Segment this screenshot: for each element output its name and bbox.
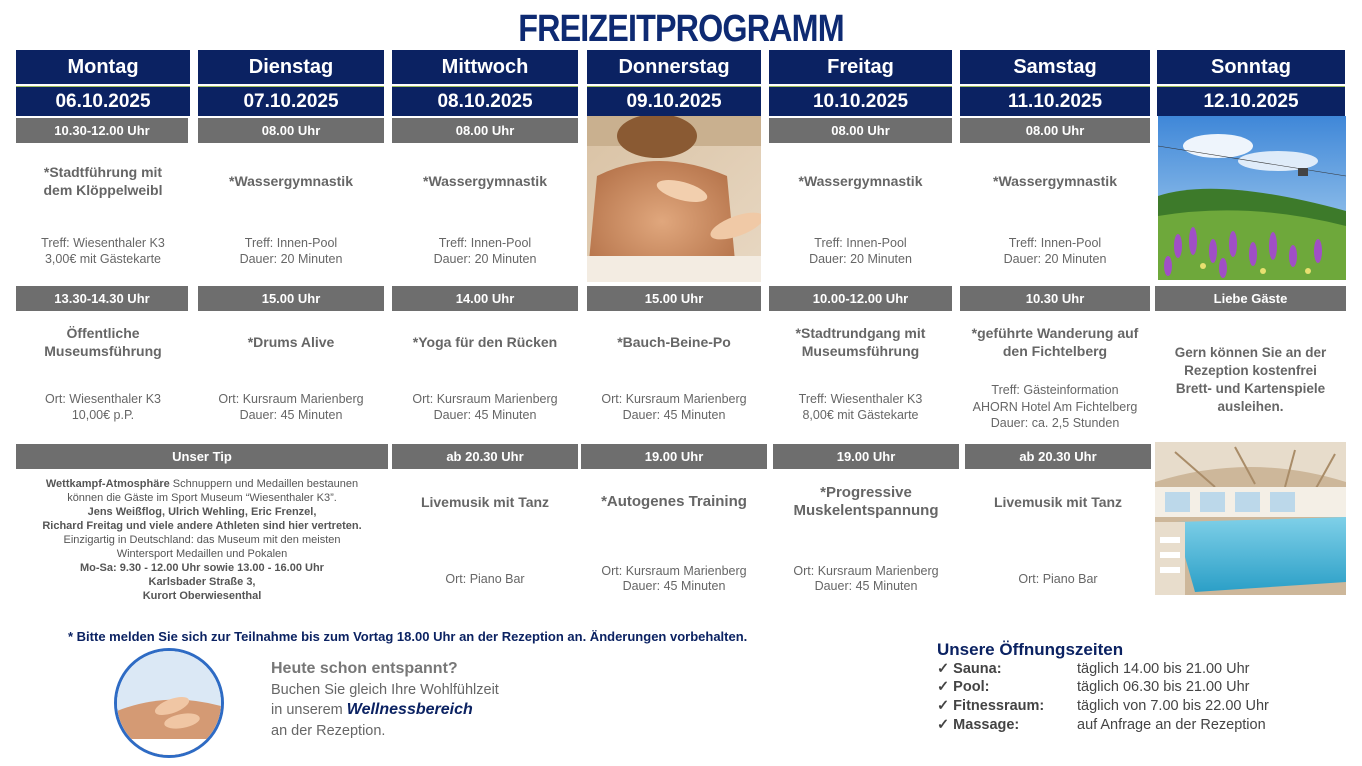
- time-bar: 14.00 Uhr: [392, 286, 578, 311]
- activity-info: Ort: Piano Bar: [1018, 572, 1098, 586]
- event-cell: [587, 312, 761, 437]
- time-bar: ab 20.30 Uhr: [392, 444, 578, 469]
- guest-notice: Gern können Sie an der Rezeption kostenfrei Brett- und Kartenspiele ausleihen.: [1174, 345, 1327, 414]
- day-header-mittwoch: Mittwoch: [392, 50, 578, 84]
- wellness-link: Wellnessbereich: [346, 701, 473, 718]
- activity-title: *Progressive Muskelentspannung: [793, 484, 939, 519]
- activity-info: Dauer: 45 Minuten: [239, 408, 343, 422]
- activity-info: Dauer: 20 Minuten: [433, 252, 537, 266]
- date-freitag: 10.10.2025: [769, 86, 952, 116]
- time-bar: 08.00 Uhr: [198, 118, 384, 143]
- activity-info: Ort: Kursraum Marienberg: [601, 392, 747, 406]
- activity-title: Livemusik mit Tanz: [993, 494, 1123, 510]
- day-header-montag: Montag: [16, 50, 190, 84]
- tip-line: Schnuppern und Medaillen bestaunen: [169, 478, 359, 490]
- wellness-line: an der Rezeption.: [271, 723, 386, 739]
- event-cell: [392, 312, 578, 437]
- activity-info: Dauer: 45 Minuten: [622, 408, 726, 422]
- activity-info: Ort: Kursraum Marienberg: [793, 564, 939, 578]
- activity-info: Dauer: ca. 2,5 Stunden: [990, 416, 1120, 430]
- tip-line: können die Gäste im Sport Museum “Wiesenthaler K3”.: [67, 492, 337, 504]
- event-cell: [198, 145, 384, 285]
- time-bar: 08.00 Uhr: [392, 118, 578, 143]
- activity-info: Treff: Innen-Pool: [814, 236, 907, 250]
- activity-info: Ort: Piano Bar: [445, 572, 525, 586]
- event-cell: [769, 312, 952, 437]
- activity-info: Treff: Innen-Pool: [244, 236, 338, 250]
- opening-value: täglich von 7.00 bis 22.00 Uhr: [1077, 698, 1269, 714]
- activity-info: Ort: Wiesenthaler K3: [44, 392, 161, 406]
- activity-info: Dauer: 45 Minuten: [433, 408, 537, 422]
- tip-header-bar: Unser Tip: [16, 444, 388, 469]
- activity-info: 8,00€ mit Gästekarte: [802, 408, 919, 422]
- page-title: FREIZEITPROGRAMM: [518, 8, 844, 50]
- opening-label: ✓ Pool:: [937, 679, 990, 695]
- date-mittwoch: 08.10.2025: [392, 86, 578, 116]
- activity-title: *Wassergymnastik: [423, 173, 547, 189]
- activity-title: *Stadtrundgang mit Museumsführung: [795, 325, 926, 359]
- time-bar: 15.00 Uhr: [198, 286, 384, 311]
- time-bar: 10.00-12.00 Uhr: [769, 286, 952, 311]
- event-cell: [392, 470, 578, 600]
- date-dienstag: 07.10.2025: [198, 86, 384, 116]
- tip-address: Karlsbader Straße 3,: [148, 576, 256, 588]
- activity-info: Ort: Kursraum Marienberg: [218, 392, 364, 406]
- opening-hours-title: Unsere Öffnungszeiten: [937, 640, 1124, 659]
- massage-photo: [587, 116, 761, 282]
- event-cell: [965, 470, 1151, 600]
- activity-title: *Yoga für den Rücken: [412, 334, 558, 350]
- mountain-meadow-photo: [1158, 116, 1346, 280]
- opening-label: ✓ Fitnessraum:: [937, 698, 1045, 714]
- footnote: * Bitte melden Sie sich zur Teilnahme bis zum Vortag 18.00 Uhr an der Rezeption an. Änderungen vorbehalten.: [68, 629, 748, 644]
- tip-address: Kurort Oberwiesenthal: [142, 590, 262, 602]
- activity-title: *Bauch-Beine-Po: [617, 334, 731, 350]
- time-bar: Liebe Gäste: [1155, 286, 1346, 311]
- time-bar: 08.00 Uhr: [960, 118, 1150, 143]
- notice-cell: [1155, 312, 1346, 437]
- time-bar: ab 20.30 Uhr: [965, 444, 1151, 469]
- activity-info: Ort: Kursraum Marienberg: [601, 564, 747, 578]
- wellness-line: [271, 701, 473, 719]
- activity-title: *geführte Wanderung auf den Fichtelberg: [971, 325, 1139, 359]
- activity-info: Treff: Gästeinformation: [991, 383, 1119, 397]
- activity-title: Livemusik mit Tanz: [420, 494, 550, 510]
- time-bar: 15.00 Uhr: [587, 286, 761, 311]
- opening-value: täglich 14.00 bis 21.00 Uhr: [1077, 661, 1250, 677]
- day-header-dienstag: Dienstag: [198, 50, 384, 84]
- time-bar: 13.30-14.30 Uhr: [16, 286, 188, 311]
- day-header-donnerstag: Donnerstag: [587, 50, 761, 84]
- activity-info: Treff: Innen-Pool: [1008, 236, 1102, 250]
- activity-title: *Autogenes Training: [601, 493, 747, 510]
- activity-title: Öffentliche Museumsführung: [44, 325, 162, 359]
- tip-text: [16, 477, 388, 603]
- wellness-line-part: in unserem: [271, 702, 347, 718]
- activity-title: *Drums Alive: [247, 334, 335, 350]
- activity-info: Dauer: 45 Minuten: [622, 579, 726, 593]
- activity-title: *Wassergymnastik: [993, 173, 1117, 189]
- tip-line: Einzigartig in Deutschland: das Museum mit den meisten: [63, 534, 341, 546]
- date-donnerstag: 09.10.2025: [587, 86, 761, 116]
- activity-title: *Wassergymnastik: [798, 173, 923, 189]
- wellness-massage-photo: [114, 648, 224, 758]
- event-cell: [16, 145, 190, 285]
- time-bar: 08.00 Uhr: [769, 118, 952, 143]
- date-montag: 06.10.2025: [16, 86, 190, 116]
- tip-line: Jens Weißflog, Ulrich Wehling, Eric Frenzel,: [87, 506, 317, 518]
- event-cell: [198, 312, 384, 437]
- day-header-sonntag: Sonntag: [1157, 50, 1345, 84]
- activity-info: 10,00€ p.P.: [71, 408, 135, 422]
- date-sonntag: 12.10.2025: [1157, 86, 1345, 116]
- activity-info: Dauer: 20 Minuten: [1003, 252, 1107, 266]
- activity-info: AHORN Hotel Am Fichtelberg: [972, 400, 1138, 414]
- event-cell: [773, 470, 959, 600]
- activity-title: *Stadtführung mit dem Klöppelweibl: [43, 164, 163, 198]
- opening-value: täglich 06.30 bis 21.00 Uhr: [1077, 679, 1250, 695]
- event-cell: [769, 145, 952, 285]
- event-cell: [581, 470, 767, 600]
- pool-photo: [1155, 442, 1346, 595]
- activity-info: Treff: Wiesenthaler K3: [41, 236, 165, 250]
- event-cell: [960, 145, 1150, 285]
- opening-label: ✓ Massage:: [937, 717, 1020, 733]
- opening-label: ✓ Sauna:: [937, 661, 1002, 677]
- activity-info: Ort: Kursraum Marienberg: [412, 392, 558, 406]
- date-samstag: 11.10.2025: [960, 86, 1150, 116]
- day-header-freitag: Freitag: [769, 50, 952, 84]
- day-header-samstag: Samstag: [960, 50, 1150, 84]
- activity-info: Dauer: 45 Minuten: [814, 579, 918, 593]
- activity-info: Treff: Wiesenthaler K3: [798, 392, 923, 406]
- activity-info: Treff: Innen-Pool: [438, 236, 532, 250]
- activity-title: *Wassergymnastik: [229, 173, 353, 189]
- activity-info: 3,00€ mit Gästekarte: [44, 252, 162, 266]
- time-bar: 19.00 Uhr: [581, 444, 767, 469]
- time-bar: 19.00 Uhr: [773, 444, 959, 469]
- activity-info: Dauer: 20 Minuten: [239, 252, 343, 266]
- opening-value: auf Anfrage an der Rezeption: [1077, 717, 1266, 733]
- event-cell: [16, 312, 190, 437]
- tip-line: Wintersport Medaillen und Pokalen: [116, 548, 288, 560]
- event-cell: [960, 312, 1150, 437]
- tip-hours: Mo-Sa: 9.30 - 12.00 Uhr sowie 13.00 - 16.00 Uhr: [80, 562, 324, 574]
- event-cell: [392, 145, 578, 285]
- time-bar: 10.30-12.00 Uhr: [16, 118, 188, 143]
- tip-highlight: Wettkampf-Atmosphäre: [45, 478, 170, 490]
- wellness-line: Buchen Sie gleich Ihre Wohlfühlzeit: [271, 682, 499, 698]
- tip-line: Richard Freitag und viele andere Athleten sind hier vertreten.: [42, 520, 362, 532]
- time-bar: 10.30 Uhr: [960, 286, 1150, 311]
- activity-info: Dauer: 20 Minuten: [809, 252, 912, 266]
- wellness-title: Heute schon entspannt?: [271, 660, 458, 677]
